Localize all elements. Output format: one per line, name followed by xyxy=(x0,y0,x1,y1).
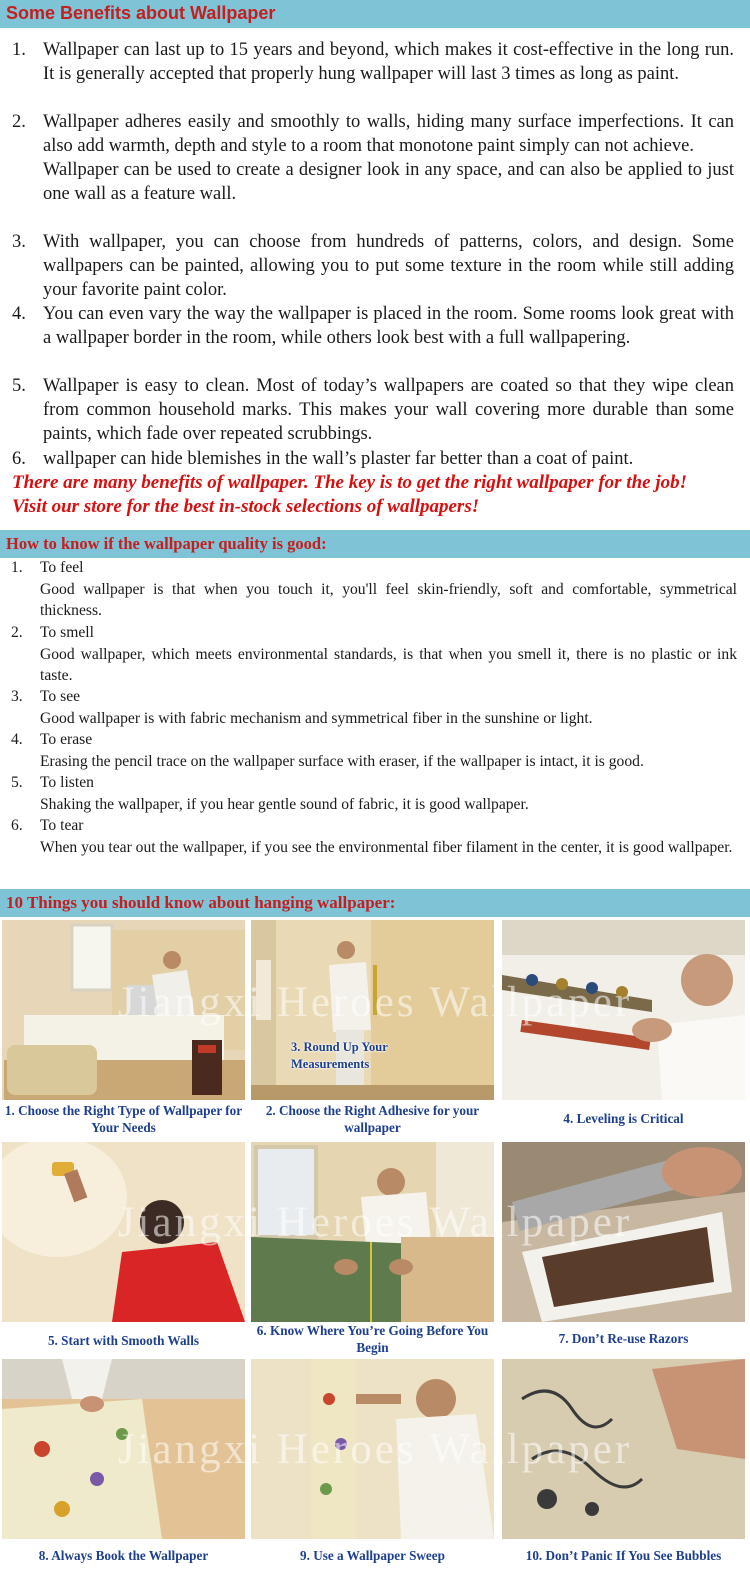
caption-5: 5. Start with Smooth Walls xyxy=(47,1333,200,1348)
benefit-item-1: 1. Wallpaper can last up to 15 years and beyond, which makes it cost-effective in the long run. It is generally accepted that properly hung wallpaper will last 3 times as long as paint. xyxy=(12,40,734,84)
caption-4: 4. Leveling is Critical xyxy=(563,1111,684,1126)
quality-item-1: 1. To feel Good wallpaper is that when you touch it, you'll feel skin-friendly, soft and comfortable, symmetrical thickness. xyxy=(11,559,737,619)
caption-9: 9. Use a Wallpaper Sweep xyxy=(300,1548,445,1563)
section-benefits-header xyxy=(0,0,750,28)
watermark-1: Jiangxi Heroes Wallpaper xyxy=(117,979,633,1026)
section-quality-title: How to know if the wallpaper quality is good: xyxy=(6,534,327,553)
watermark-2: Jiangxi Heroes Wallpaper xyxy=(117,1199,633,1246)
benefit-item-2: 2. Wallpaper adheres easily and smoothly to walls, hiding many surface imperfections. It can also add warmth, depth and style to a room that monotone paint simply can not achieve. Wallpaper can be used to create a designer look in any space, and can also be applied to just one wall as a feature wall. xyxy=(12,112,734,204)
photo-caption-overlay-3: 3. Round Up Your Measurements xyxy=(291,1040,388,1071)
caption-8: 8. Always Book the Wallpaper xyxy=(38,1548,209,1563)
quality-item-5: 5. To listen Shaking the wallpaper, if you hear gentle sound of fabric, it is good wallpaper. xyxy=(11,774,529,813)
caption-1: 1. Choose the Right Type of Wallpaper for Your Needs xyxy=(4,1103,243,1135)
caption-7: 7. Don’t Re-use Razors xyxy=(558,1331,689,1346)
section-quality-header xyxy=(0,530,750,558)
caption-2: 2. Choose the Right Adhesive for your wallpaper xyxy=(265,1103,480,1135)
benefit-item-6: 6. wallpaper can hide blemishes in the wall’s plaster far better than a coat of paint. xyxy=(12,449,634,469)
quality-item-4: 4. To erase Erasing the pencil trace on the wallpaper surface with eraser, if the wallpaper is intact, it is good. xyxy=(11,731,644,770)
quality-item-6: 6. To tear When you tear out the wallpaper, if you see the environmental fiber filament in the center, it is good wallpaper. xyxy=(11,817,733,856)
benefit-item-4: 4. You can even vary the way the wallpaper is placed in the room. Some rooms look great with a wallpaper border in the room, while others look best with a full wallpapering. xyxy=(12,304,734,348)
caption-10: 10. Don’t Panic If You See Bubbles xyxy=(525,1548,722,1563)
caption-6: 6. Know Where You’re Going Before You Begin xyxy=(256,1323,489,1355)
promo-line-2: Visit our store for the best in-stock selections of wallpapers! xyxy=(12,496,480,517)
promo-line-1: There are many benefits of wallpaper. The key is to get the right wallpaper for the job! xyxy=(12,472,688,493)
quality-item-3: 3. To see Good wallpaper is with fabric mechanism and symmetrical fiber in the sunshine or light. xyxy=(11,688,593,727)
quality-item-2: 2. To smell Good wallpaper, which meets environmental standards, is that when you smell it, there is no plastic or ink taste. xyxy=(11,624,737,684)
watermark-3: Jiangxi Heroes Wallpaper xyxy=(117,1426,633,1473)
section-benefits-title: Some Benefits about Wallpaper xyxy=(6,3,276,23)
section-hanging-title: 10 Things you should know about hanging wallpaper: xyxy=(6,893,396,912)
section-hanging-header xyxy=(0,889,750,917)
benefit-item-5: 5. Wallpaper is easy to clean. Most of today’s wallpapers are coated so that they wipe clean from common household marks. This makes your wall covering more durable than some paints, which fade over repeated scrubbings. xyxy=(12,376,734,444)
benefit-item-3: 3. With wallpaper, you can choose from hundreds of patterns, colors, and design. Some wallpapers can be painted, allowing you to put some texture in the room while still adding your favorite paint color. xyxy=(12,232,734,300)
